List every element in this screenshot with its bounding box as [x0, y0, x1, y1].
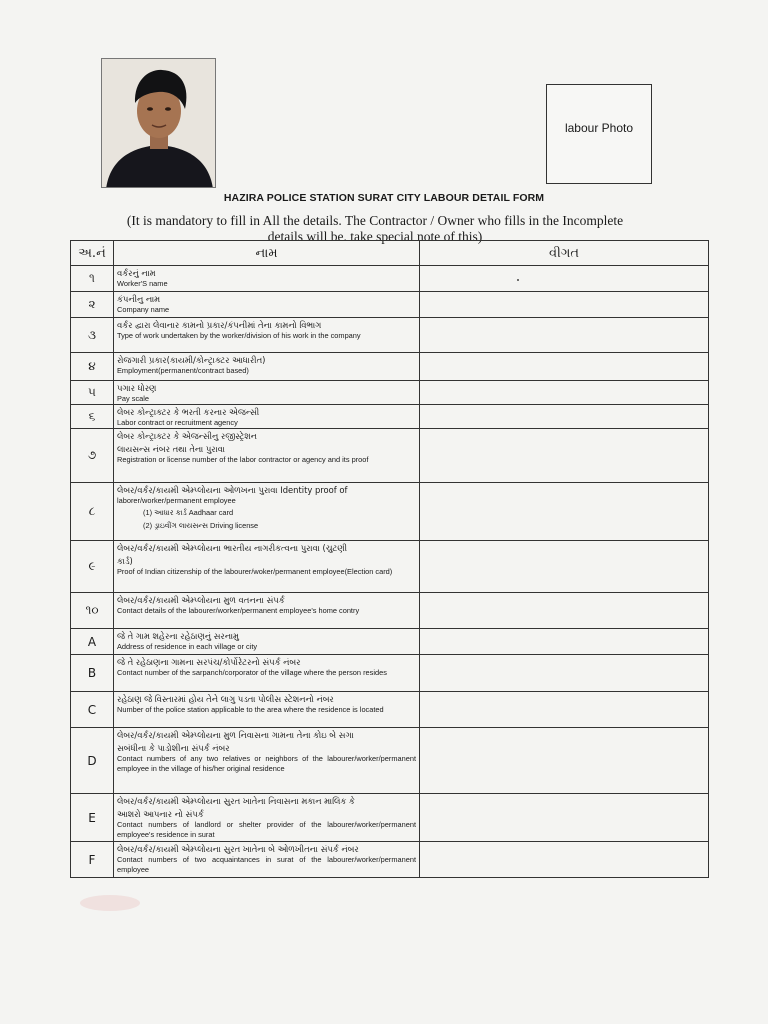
row-number: ૮: [71, 483, 114, 541]
row-field-label: [114, 593, 420, 629]
table-row: [71, 842, 709, 878]
table-row: [71, 692, 709, 728]
label-english: Registration or license number of the labor contractor or agency and its proof: [117, 455, 369, 464]
label-english: Employment(permanent/contract based): [117, 366, 249, 375]
row-number: B: [71, 655, 114, 692]
worker-photo: [101, 58, 216, 188]
worker-name-field[interactable]: [420, 266, 709, 292]
label-english: laborer/worker/permanent employee: [117, 496, 236, 505]
residence-address-field[interactable]: [420, 629, 709, 655]
header-serial-number: અ.નં: [71, 241, 114, 266]
table-row: [71, 292, 709, 318]
row-field-label: [114, 405, 420, 429]
label-english: Contact numbers of two acquaintances in surat of the labourer/worker/permanent employee: [117, 855, 416, 874]
employment-type-field[interactable]: [420, 353, 709, 381]
table-row: [71, 728, 709, 794]
label-gujarati: જે તે રહેઠાણના ગામના સરપંચ/કોર્પોરેટરનો સંપર્ક નંબર: [117, 657, 301, 667]
label-english: Contact numbers of any two relatives or neighbors of the labourer/worker/permanent employee in the village of his/her original residence: [117, 754, 416, 773]
table-row: [71, 593, 709, 629]
label-gujarati: લેબર/વર્કર/કાયમી એમ્પ્લોયના સુરત ખાતેના બે ઓળખીતના સંપર્ક નંબર: [117, 844, 359, 854]
table-row: [71, 318, 709, 353]
label-gujarati: રહેઠાણ જે વિસ્તારમાં હોય તેને લાગુ પડતા પોલીસ સ્ટેશનનો નંબર: [117, 694, 334, 704]
label-english: Pay scale: [117, 394, 150, 403]
table-row: [71, 541, 709, 593]
label-gujarati-line-2: કાર્ડ): [117, 556, 133, 566]
instructions-line-2: details will be. take special note of this): [267, 229, 483, 244]
row-field-label: [114, 292, 420, 318]
label-gujarati: લેબર કોન્ટ્રાક્ટર કે એજન્સીનુ રજીસ્ટ્રેશન: [117, 431, 257, 441]
table-row: [71, 381, 709, 405]
identity-proof-field[interactable]: [420, 483, 709, 541]
row-number: ૨: [71, 292, 114, 318]
label-gujarati: લેબર/વર્કર/કાયમી એમ્પ્લોયના મુળ નિવાસના ગામના તેના કોઇ બે સગા: [117, 730, 354, 740]
row-number: ૩: [71, 318, 114, 353]
police-station-number-field[interactable]: [420, 692, 709, 728]
table-row: [71, 629, 709, 655]
label-english: Number of the police station applicable to the area where the residence is located: [117, 705, 384, 714]
table-row: [71, 794, 709, 842]
row-number: ૧: [71, 266, 114, 292]
row-number: D: [71, 728, 114, 794]
label-english: Proof of Indian citizenship of the labourer/woker/permanent employee(Election card): [117, 567, 393, 576]
label-gujarati-line-2: લાયસન્સ નંબર તથા તેના પુરાવા: [117, 444, 225, 454]
header-name: નામ: [114, 241, 420, 266]
table-row: [71, 483, 709, 541]
driving-license-option: (2) ડ્રાઇવીંગ લાયસન્સ Driving license: [143, 520, 259, 530]
row-number: C: [71, 692, 114, 728]
row-number: ૪: [71, 353, 114, 381]
label-english: Contact details of the labourer/worker/permanent employee's home contry: [117, 606, 360, 615]
form-title: HAZIRA POLICE STATION SURAT CITY LABOUR DETAIL FORM: [223, 192, 545, 204]
labour-detail-table: [70, 240, 709, 878]
label-gujarati: જે તે ગામ શહેરના રહેઠાણનું સરનામુ: [117, 631, 239, 641]
label-gujarati: કંપનીનુ નામ: [117, 294, 161, 304]
row-number: ૭: [71, 429, 114, 483]
label-english: Address of residence in each village or city: [117, 642, 258, 651]
relatives-contact-field[interactable]: [420, 728, 709, 794]
home-country-contact-field[interactable]: [420, 593, 709, 629]
label-english: Worker'S name: [117, 279, 168, 288]
row-number: ૧૦: [71, 593, 114, 629]
aadhaar-card-option: (1) આધાર કાર્ડ Aadhaar card: [143, 507, 234, 517]
row-field-label: [114, 842, 420, 878]
row-field-label: [114, 483, 420, 541]
label-english: Labor contract or recruitment agency: [117, 418, 238, 427]
row-field-label: [114, 692, 420, 728]
label-gujarati-line-2: સબંધીના કે પાડોશીના સંપર્ક નંબર: [117, 743, 230, 753]
table-row: [71, 405, 709, 429]
row-field-label: [114, 655, 420, 692]
ink-mark: [517, 279, 519, 281]
company-name-field[interactable]: [420, 292, 709, 318]
acquaintances-contact-field[interactable]: [420, 842, 709, 878]
label-gujarati: લેબર/વર્કર/કાયમી એમ્પ્લોયના ઓળખના પુરાવા Identity proof of: [117, 485, 348, 495]
labor-contract-field[interactable]: [420, 405, 709, 429]
label-gujarati: લેબર/વર્કર/કાયમી એમ્પ્લોયના સુરત ખાતેના નિવાસના મકાન માલિક કે: [117, 796, 355, 806]
row-number: ૫: [71, 381, 114, 405]
citizenship-proof-field[interactable]: [420, 541, 709, 593]
row-field-label: [114, 266, 420, 292]
scan-smudge: [80, 895, 140, 911]
row-number: E: [71, 794, 114, 842]
label-gujarati: વર્કર દ્વારા લેવાનાર કામનો પ્રકાર/કંપનીમાં તેના કામનો વિભાગ: [117, 320, 322, 330]
labour-photo-placeholder: [546, 84, 652, 184]
label-gujarati: વર્કરનું નામ: [117, 268, 156, 278]
landlord-contact-field[interactable]: [420, 794, 709, 842]
label-gujarati: લેબર/વર્કર/કાયમી એમ્પ્લોયના ભારતીય નાગરીકત્વના પુરાવા (ચુટણી: [117, 543, 348, 553]
table-row: [71, 266, 709, 292]
label-english: Type of work undertaken by the worker/division of his work in the company: [117, 331, 361, 340]
row-field-label: [114, 318, 420, 353]
label-gujarati-line-2: આશરો આપનાર નો સંપર્ક: [117, 809, 204, 819]
row-number: ૯: [71, 541, 114, 593]
label-english: Company name: [117, 305, 170, 314]
label-english: Contact number of the sarpanch/corporator of the village where the person resides: [117, 668, 387, 677]
registration-license-field[interactable]: [420, 429, 709, 483]
label-gujarati: પગાર ધોરણ: [117, 383, 157, 393]
sarpanch-contact-field[interactable]: [420, 655, 709, 692]
row-field-label: [114, 429, 420, 483]
row-field-label: [114, 629, 420, 655]
table-row: [71, 655, 709, 692]
pay-scale-field[interactable]: [420, 381, 709, 405]
type-of-work-field[interactable]: [420, 318, 709, 353]
worker-photo-image: [102, 59, 216, 188]
row-number: F: [71, 842, 114, 878]
row-field-label: [114, 728, 420, 794]
table-header-row: [71, 241, 709, 266]
row-field-label: [114, 353, 420, 381]
label-gujarati: રોજગારી પ્રકાર(કાયમી/કોન્ટ્રાક્ટર આધારીત): [117, 355, 266, 365]
label-english: Contact numbers of landlord or shelter provider of the labourer/worker/permanent employee's residence in surat: [117, 820, 416, 839]
row-number: A: [71, 629, 114, 655]
instructions-line-1: (It is mandatory to fill in All the details. The Contractor / Owner who fills in the Incomplete: [126, 213, 624, 228]
label-gujarati: લેબર/વર્કર/કાયમી એમ્પ્લોયના મુળ વતનના સંપર્ક: [117, 595, 285, 605]
labour-photo-label: labour Photo: [564, 121, 634, 135]
table-row: [71, 429, 709, 483]
table-row: [71, 353, 709, 381]
row-field-label: [114, 794, 420, 842]
row-field-label: [114, 541, 420, 593]
row-number: ૬: [71, 405, 114, 429]
label-gujarati: લેબર કોન્ટ્રાક્ટર કે ભરતી કરનાર એજન્સી: [117, 407, 260, 417]
header-details: વીગત: [420, 241, 709, 266]
row-field-label: [114, 381, 420, 405]
